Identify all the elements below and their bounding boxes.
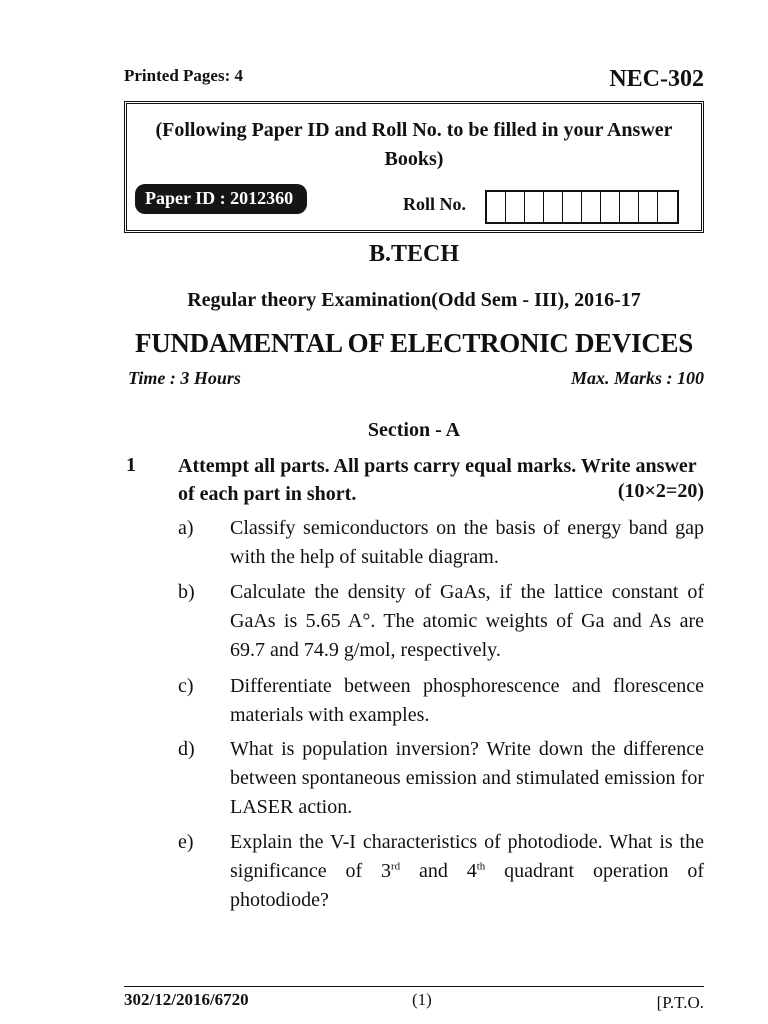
roll-cell — [563, 192, 582, 222]
roll-cell — [525, 192, 544, 222]
roll-cell — [658, 192, 677, 222]
section-heading: Section - A — [367, 419, 461, 441]
part-label: e) — [178, 831, 194, 853]
part-text: What is population inversion? Write down the difference between spontaneous emission and stimulated emission for LASER action. — [230, 738, 704, 818]
part-label: d) — [178, 738, 195, 760]
max-marks: Max. Marks : 100 — [570, 368, 704, 388]
part-text-segment: quadrant operation of photodiode? — [230, 860, 704, 911]
part-text: Differentiate between phosphorescence and florescence materials with examples. — [230, 675, 704, 726]
degree-title: B.TECH — [368, 241, 460, 267]
instruction-text: Attempt all parts. All parts carry equal marks. Write answer of each part in short. — [178, 455, 697, 505]
exam-title: Regular theory Examination(Odd Sem - III), 2016-17 — [187, 289, 641, 311]
part-label: c) — [178, 675, 194, 697]
roll-cell — [582, 192, 601, 222]
subject-title: FUNDAMENTAL OF ELECTRONIC DEVICES — [135, 328, 693, 358]
part-text-segment: Explain the V-I characteristics of photodiode. What is the significance of 3 — [230, 831, 704, 882]
part-text: Classify semiconductors on the basis of energy band gap with the help of suitable diagram. — [230, 517, 704, 568]
part-label: a) — [178, 517, 194, 539]
footer-code: 302/12/2016/6720 — [124, 990, 249, 1009]
part-label: b) — [178, 581, 195, 603]
ordinal-suffix: th — [476, 860, 486, 873]
paper-id-badge: Paper ID : 2012360 — [135, 184, 307, 214]
page-number: (1) — [412, 990, 432, 1009]
part-text-segment: and 4 — [400, 860, 477, 882]
time-allowed: Time : 3 Hours — [128, 368, 241, 388]
roll-cell — [620, 192, 639, 222]
roll-number-label: Roll No. — [403, 194, 466, 214]
roll-cell — [487, 192, 506, 222]
roll-cell — [506, 192, 525, 222]
box-instruction: (Following Paper ID and Roll No. to be filled in your Answer Books) — [155, 119, 673, 170]
paper-id-box — [124, 101, 704, 233]
part-text — [230, 828, 704, 915]
question-number: 1 — [126, 454, 136, 476]
pto-note: [P.T.O. — [656, 993, 704, 1012]
printed-pages: Printed Pages: 4 — [124, 66, 243, 85]
part-text: Calculate the density of GaAs, if the lattice constant of GaAs is 5.65 A°. The atomic weights of Ga and As are 69.7 and 74.9 g/mol, respectively. — [230, 581, 704, 661]
footer-rule — [124, 986, 704, 987]
roll-cell — [639, 192, 658, 222]
paper-code: NEC-302 — [609, 66, 704, 92]
roll-number-boxes — [485, 190, 679, 224]
ordinal-suffix: rd — [390, 860, 401, 873]
roll-cell — [544, 192, 563, 222]
question-marks: (10×2=20) — [617, 480, 704, 502]
roll-cell — [601, 192, 620, 222]
